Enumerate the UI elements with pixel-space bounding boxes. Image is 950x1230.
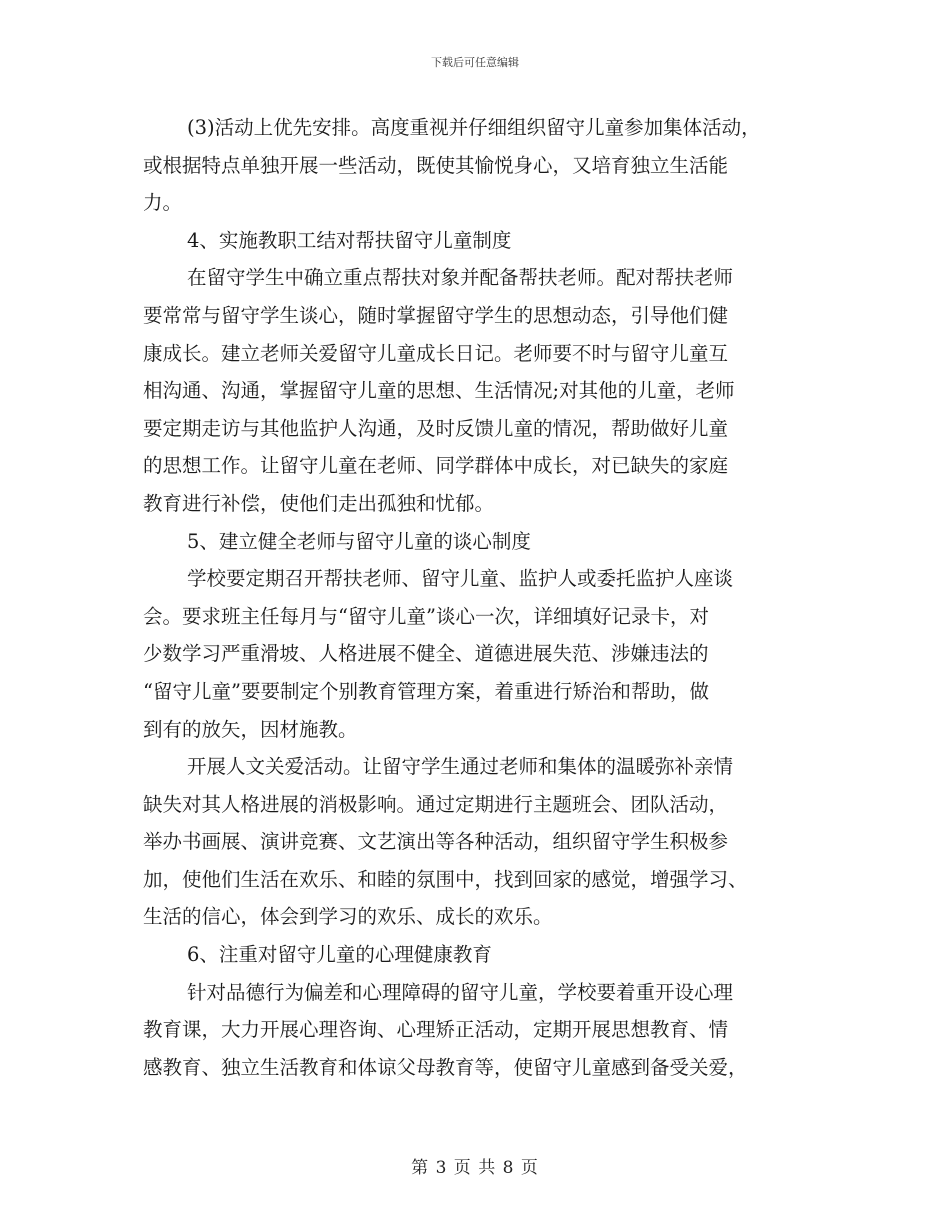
- text-line: 康成长。建立老师关爱留守儿童成长日记。老师要不时与留守儿童互: [143, 341, 729, 365]
- text-line: 6、注重对留守儿童的心理健康教育: [187, 943, 492, 967]
- text-line: 针对品德行为偏差和心理障碍的留守儿童，学校要着重开设心理: [187, 980, 734, 1004]
- text-line: 或根据特点单独开展一些活动，既使其愉悦身心，又培育独立生活能: [143, 153, 729, 177]
- text-line: 生活的信心，体会到学习的欢乐、成长的欢乐。: [143, 905, 553, 929]
- text-line: 要定期走访与其他监护人沟通，及时反馈儿童的情况，帮助做好儿童: [143, 416, 729, 440]
- text-line: 少数学习严重滑坡、人格进展不健全、道德进展失范、涉嫌违法的: [143, 642, 709, 666]
- text-line: 教育进行补偿，使他们走出孤独和忧郁。: [143, 491, 495, 515]
- text-line: 感教育、独立生活教育和体谅父母教育等，使留守儿童感到备受关爱，: [143, 1055, 748, 1079]
- text-line: 缺失对其人格进展的消极影响。通过定期进行主题班会、团队活动，: [143, 792, 729, 816]
- text-line: 开展人文关爱活动。让留守学生通过老师和集体的温暖弥补亲情: [187, 755, 734, 779]
- text-line: 在留守学生中确立重点帮扶对象并配备帮扶老师。配对帮扶老师: [187, 266, 734, 290]
- text-line: “留守儿童”要要制定个别教育管理方案，着重进行矫治和帮助，做: [143, 679, 709, 703]
- text-line: 力。: [143, 191, 183, 215]
- text-line: (3)活动上优先安排。高度重视并仔细组织留守儿童参加集体活动，: [187, 116, 761, 139]
- text-line: 学校要定期召开帮扶老师、留守儿童、监护人或委托监护人座谈: [187, 567, 734, 591]
- text-line: 加，使他们生活在欢乐、和睦的氛围中，找到回家的感觉，增强学习、: [143, 867, 748, 891]
- page-number: 第 3 页 共 8 页: [411, 1158, 539, 1178]
- text-line: 的思想工作。让留守儿童在老师、同学群体中成长，对已缺失的家庭: [143, 454, 729, 478]
- text-line: 5、建立健全老师与留守儿童的谈心制度: [187, 529, 531, 553]
- text-line: 4、实施教职工结对帮扶留守儿童制度: [187, 228, 512, 252]
- header-note: 下载后可任意编辑: [431, 56, 519, 69]
- text-line: 相沟通、沟通，掌握留守儿童的思想、生活情况;对其他的儿童，老师: [143, 379, 735, 403]
- document-body: [143, 109, 823, 1086]
- text-line: 教育课，大力开展心理咨询、心理矫正活动，定期开展思想教育、情: [143, 1018, 729, 1042]
- text-line: 举办书画展、演讲竞赛、文艺演出等各种活动，组织留守学生积极参: [143, 830, 729, 854]
- text-line: 要常常与留守学生谈心，随时掌握留守学生的思想动态，引导他们健: [143, 303, 729, 327]
- text-line: 会。要求班主任每月与“留守儿童”谈心一次，详细填好记录卡，对: [143, 604, 709, 628]
- text-line: 到有的放矢，因材施教。: [143, 717, 358, 741]
